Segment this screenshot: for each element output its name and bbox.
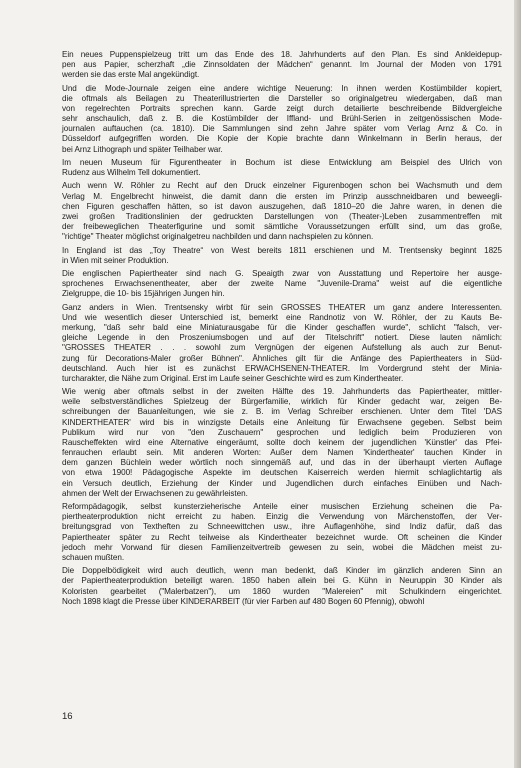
text-line: "GROSSES THEATER . . . sowohl zum Vergnügen der eigenen Aufstellung als auch zur Benut- <box>62 343 502 353</box>
text-line: von regelrechten Portraits sprechen kann. Garde zeigt durch detailierte beschreibende Bildvergleiche <box>62 103 502 113</box>
paragraph <box>62 246 502 266</box>
text-line: jedoch mehr Vorwand für diesen Familienzeitvertreib gewesen zu sein, wobei die Mädchen meist zu- <box>62 542 502 552</box>
paragraph <box>62 158 502 178</box>
text-line: merkung, "daß sehr bald eine Miniaturausgabe für die Kinder geschaffen wurde", schlicht "falsch, ver- <box>62 323 502 333</box>
text-line: schreibungen der Bauanleitungen, wie sie z. B. im Verlag Schreiber erschienen. Unter dem Titel 'DAS <box>62 407 502 417</box>
page-edge-shadow <box>514 0 521 768</box>
text-line: journalen auftauchen (ca. 1810). Die Sammlungen sind zehn Jahre später vom Verlag Arnz & Co. in <box>62 124 502 134</box>
text-line: pen aus Papier, scherzhaft „die Zinnsoldaten der Mädchen“ genannt. Im Journal der Moden von 1791 <box>62 60 502 70</box>
page-body <box>62 50 502 610</box>
text-line: Und wie wesentlich dieser Unterschied ist, bemerkt eine Randnotiz von W. Röhler, der zu Kauts Be- <box>62 312 502 322</box>
paragraph <box>62 566 502 607</box>
text-line: bei Arnz Lithograph und später Teilhaber war. <box>62 144 223 154</box>
text-line: fenrauchen erlaubt sein. Mit anderen Worten: Außer dem Namen 'Kindertheater' tauchen Kinder in <box>62 448 502 458</box>
text-line: Ein neues Puppenspielzeug tritt um das Ende des 18. Jahrhunderts auf den Plan. Es sind Ankleidepup- <box>62 50 502 59</box>
text-line: zung für Decorations-Maler großer Bühnen". Ähnliches gilt für die Anfänge des Papiertheaters in Süd- <box>62 353 502 363</box>
text-line: ahmen der Welt der Erwachsenen zu gewährleisten. <box>62 488 248 498</box>
text-line: deutschland. Auch hier ist es zunächst ERWACHSENEN-THEATER. Im Vordergrund steht der Minia- <box>62 363 502 373</box>
text-line: In England ist das „Toy Theatre“ von West bereits 1811 erschienen und M. Trentsensky beginnt 1825 <box>62 245 502 255</box>
text-line: von etwa 1900! Pädagogische Aspekte im deutschen Kaiserreich werden hiermit schlaglichtartig als <box>62 468 502 478</box>
text-line: Und die Mode-Journale zeigen eine andere wichtige Neuerung: In ihnen werden Kostümbilder kopiert, <box>62 83 502 93</box>
text-line: Verlag M. Engelbrecht hinweist, die damit dann die ersten im Prinzip ausschneidbaren und beweegli- <box>62 191 502 201</box>
text-line: Düsseldorf aufgegriffen worden. Die Kopie der Kopie brachte dann Winkelmann in Berlin heraus, der <box>62 134 502 144</box>
paragraph <box>62 502 502 563</box>
paragraph <box>62 84 502 155</box>
text-line: Publikum wird nur von "den Zuschauern" gesprochen und lediglich beim Produzieren von <box>62 427 502 437</box>
text-line: Papiertheater später zu Recht teilweise als Kindertheater bezeichnet wurde. Oft scheinen die Kinder <box>62 532 502 542</box>
paragraph <box>62 303 502 384</box>
text-line: Koloristen gearbeitet ("Malerbatzen"), um 1860 wurden "Malereien" mit Schulkindern eingerichtet. <box>62 586 502 596</box>
text-line: Rudenz aus Wilhelm Tell dokumentiert. <box>62 168 201 178</box>
page-number: 16 <box>62 711 73 722</box>
paragraph <box>62 50 502 80</box>
text-line: der freibeweglichen Theaterfigurine und somit sämtliche Voraussetzungen erfüllt sind, um das große, <box>62 222 502 232</box>
text-line: ein Versuch deutlich, Erziehung der Kinder und Jugendlichen durch einfaches Einüben und Nach- <box>62 478 502 488</box>
text-line: werden sie das erste Mal angekündigt. <box>62 70 200 80</box>
paragraph <box>62 181 502 242</box>
text-line: chen Figuren geschaffen hätten, so ist davon auszugehen, daß 1810–20 die Jahre waren, in denen die <box>62 201 502 211</box>
text-line: die oftmals als Beilagen zu Theaterillustrierten die Darsteller so originalgetreu wiedergaben, daß man <box>62 93 502 103</box>
text-line: KINDERTHEATER' wird bis in winzigste Details eine Anleitung für Erwachsene gegeben. Selbst beim <box>62 417 502 427</box>
text-line: sehr anschaulich, daß z. B. die Kostümbilder der Iffland- und Brühl-Serien in zeitgenössischen Mode- <box>62 114 502 124</box>
text-line: Noch 1898 klagt die Presse über KINDERARBEIT (für vier Farben auf 480 Bogen 60 Pfennig), obwohl <box>62 596 425 606</box>
text-line: gleiche Legende in den Proszeniumsbogen und auf der Titelschrift" notiert. Diese lauten nämlich: <box>62 333 502 343</box>
text-line: turcharakter, die Nähe zum Original. Erst im Laufe seiner Geschichte wird es zum Kindertheater. <box>62 373 404 383</box>
text-line: der Papiertheaterproduktion beteiligt waren. 1850 haben allein bei G. Kühn in Neuruppin 30 Kinder als <box>62 576 502 586</box>
text-line: Rauscheffekten wird eine Alternative eingeräumt, sollte doch keinem der jugendlichen 'Künstler' das Pfei- <box>62 437 502 447</box>
text-line: zwei großen Traditionslinien der gedruckten Darstellungen von (Theater-)Leben zusammentreffen mit <box>62 211 502 221</box>
paragraph <box>62 269 502 299</box>
text-line: piertheaterproduktion nicht erreicht zu haben. Einzig die Verwendung von Märchenstoffen, der Ver- <box>62 512 502 522</box>
text-line: Wie wenig aber oftmals selbst in der zweiten Hälfte des 19. Jahrhunderts das Papiertheater, mittler- <box>62 387 502 397</box>
text-line: Die englischen Papiertheater sind nach G. Speaigth zwar von Ausstattung und Repertoire her ausge- <box>62 269 502 279</box>
text-line: weile selbstverständliches Spielzeug der Bürgerfamilie, wirklich für Kinder gedacht war, zeigen Be- <box>62 397 502 407</box>
text-line: sprochenes Erwachsenentheater, aber der zweite Name "Juvenile-Drama" weist auf die eigentliche <box>62 279 502 289</box>
text-line: "richtige" Theater möglichst originalgetreu nachbilden und dann nachspielen zu können. <box>62 232 374 242</box>
paragraph <box>62 387 502 499</box>
text-line: Zielgruppe, die 10- bis 15jährigen Jungen hin. <box>62 289 225 299</box>
text-line: Auch wenn W. Röhler zu Recht auf den Druck einzelner Figurenbogen schon bei Wachsmuth und dem <box>62 181 502 191</box>
text-line: Ganz anders in Wien. Trentsensky wirbt für sein GROSSES THEATER um ganz andere Interessenten. <box>62 302 502 312</box>
text-line: in Wien mit seiner Produktion. <box>62 255 169 265</box>
text-line: Reformpädagogik, selbst kunsterzieherische Anteile einer musischen Erziehung scheinen die Pa- <box>62 502 502 512</box>
text-line: dem ganzen Büchlein weder wörtlich noch sinngemäß auf, und das in der überhaupt vierten Auflage <box>62 458 502 468</box>
text-line: schauen mußten. <box>62 552 125 562</box>
text-line: Im neuen Museum für Figurentheater in Bochum ist diese Entwicklung am Beispiel des Ulrich von <box>62 157 502 167</box>
text-line: Die Doppelbödigkeit wird auch deutlich, wenn man bedenkt, daß Kinder im gänzlich anderen Sinn an <box>62 566 502 576</box>
text-line: breitungsgrad von Textheften zu Schneewittchen usw., ihre Auflagenhöhe, sind Indiz dafür, daß das <box>62 522 502 532</box>
